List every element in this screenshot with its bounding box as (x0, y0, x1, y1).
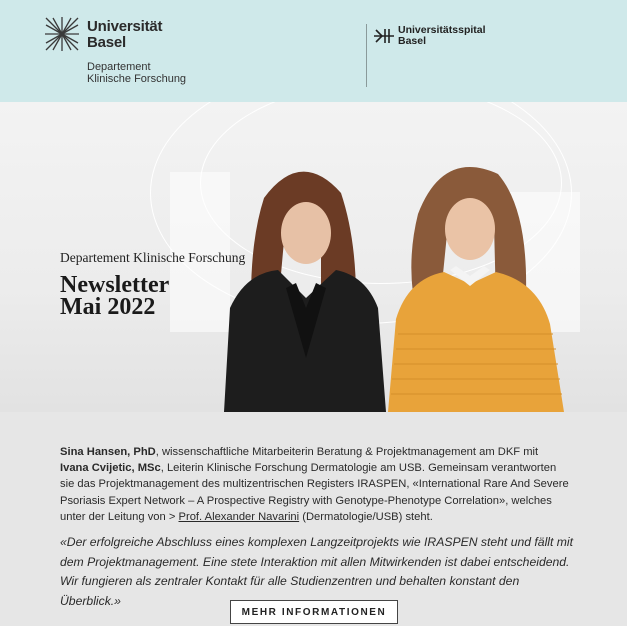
dept-line1: Departement (87, 61, 151, 73)
portrait-ivana-cvijetic (388, 154, 564, 412)
unibas-line2: Basel (87, 34, 127, 51)
person-name-1: Sina Hansen, PhD (60, 446, 156, 458)
intro-text-1: , wissenschaftliche Mitarbeiterin Beratung & Projektmanagement am DKF mit (155, 446, 539, 458)
unibas-line1: Universität (87, 18, 163, 35)
person-name-2: Ivana Cvijetic, MSc (60, 462, 161, 475)
dept-line2: Klinische Forschung (87, 73, 187, 85)
newsletter-title (60, 274, 169, 318)
usb-line2: Basel (398, 35, 427, 47)
universitaetsspital-wordmark[interactable] (398, 25, 486, 47)
portrait-sina-hansen (216, 158, 386, 412)
usb-line1: Universitätsspital (398, 24, 486, 36)
title-line2: Mai 2022 (60, 294, 156, 320)
hero-department: Departement Klinische Forschung (60, 250, 246, 265)
intro-text-2: , Leiterin Klinische Forschung Dermatologie am USB. Gemeinsam verantworten sie das Projektmanagement des multizentrischen Registers IRASPEN, «International Rare And Severe Psoriasis Expert Network – A Prospective Registry with Genotype-Phenotype Correlation», welches unter der Leitung von > (60, 462, 569, 523)
hero-banner (0, 102, 627, 412)
universitaet-basel-wordmark[interactable] (87, 19, 162, 51)
title-line1: Newsletter (60, 272, 170, 298)
navarini-profile-link[interactable]: Prof. Alexander Navarini (178, 510, 300, 523)
intro-text-3: (Dermatologie/USB) steht. (299, 510, 433, 523)
newsletter-header (0, 0, 627, 102)
universitaet-basel-logo-icon[interactable] (44, 16, 80, 52)
intro-paragraph (60, 444, 570, 525)
universitaetsspital-logo-icon[interactable] (374, 28, 394, 44)
article-content (0, 412, 627, 626)
department-label (87, 61, 186, 85)
quote-text: «Der erfolgreiche Abschluss eines komplexen Langzeitprojekts wie IRASPEN steht und fällt mit dem Projektmanagement. Eine stete Interaktion mit allen Mitwirkenden ist dabei entscheidend. Wir fungieren als zentraler Kontakt für alle Studienzentren und behalten konstant den Überblick.» (60, 535, 574, 608)
logo-divider (366, 24, 367, 87)
more-info-button[interactable]: MEHR INFORMATIONEN (230, 600, 398, 624)
